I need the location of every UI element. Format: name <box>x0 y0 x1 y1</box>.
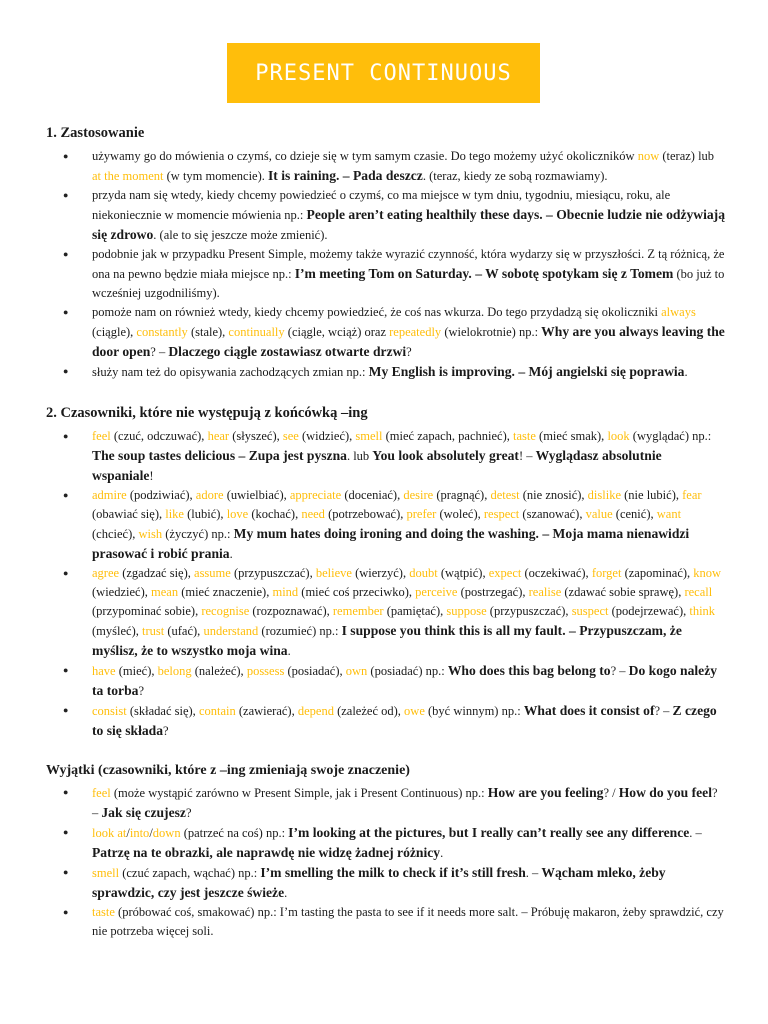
text-segment: . <box>284 886 288 900</box>
example-text: I suppose you think this is all my fault. – Przypuszczam, że myślisz, że to wszystko moja wina <box>92 623 682 658</box>
text-segment: . <box>287 644 291 658</box>
text-segment: (postrzegać), <box>457 585 529 599</box>
text-segment: (posiadać) np.: <box>367 664 448 678</box>
verb-term: have <box>92 664 116 678</box>
example-text: What does it consist of <box>523 703 655 718</box>
text-segment: (bo już to wcześniej uzgodniliśmy). <box>92 267 725 300</box>
verb-term: admire <box>92 488 127 502</box>
list-item <box>46 427 726 486</box>
example-text: Wącham mleko, żeby sprawdzic, czy jest jeszcze świeże <box>92 865 666 900</box>
verb-term: assume <box>194 566 231 580</box>
list-item <box>46 783 726 823</box>
example-text: I’m looking at the pictures, but I really can’t really see any difference <box>288 825 690 840</box>
text-segment: służy nam też do opisywania zachodzących zmian np.: <box>92 365 369 379</box>
text-segment: (przypuszczać), <box>486 604 572 618</box>
verb-term: taste <box>92 905 115 919</box>
text-segment: (patrzeć na coś) np.: <box>180 826 289 840</box>
text-segment: (obawiać się), <box>92 507 166 521</box>
verb-term: at the moment <box>92 169 164 183</box>
verb-term: doubt <box>409 566 438 580</box>
verb-term: understand <box>203 624 259 638</box>
text-segment: (w tym momencie). <box>163 169 269 183</box>
text-segment: (mieć zapach, pachnieć), <box>382 429 513 443</box>
verb-term: hear <box>207 429 230 443</box>
text-segment: (posiadać), <box>284 664 346 678</box>
list-item <box>46 823 726 863</box>
verb-term: love <box>226 507 249 521</box>
text-segment: (nie znosić), <box>519 488 588 502</box>
text-segment: (wyglądać) np.: <box>629 429 712 443</box>
example-text: Dlaczego ciągle zostawiasz otwarte drzwi <box>168 344 407 359</box>
text-segment: . <box>229 547 233 561</box>
verb-term: owe <box>404 704 425 718</box>
verb-term: mind <box>272 585 299 599</box>
example-text: People aren’t eating healthily these days. – Obecnie ludzie nie odżywiają się zdrowo <box>92 207 726 242</box>
text-segment: ! – <box>518 449 536 463</box>
text-segment: ? <box>138 684 144 698</box>
text-segment: (zapominać), <box>621 566 694 580</box>
section-heading: 1. Zastosowanie <box>46 125 145 141</box>
list-item <box>46 147 726 186</box>
text-segment: ? <box>185 806 192 820</box>
verb-term: wish <box>138 527 163 541</box>
text-segment: ? – <box>654 704 673 718</box>
verb-term: recognise <box>201 604 250 618</box>
text-segment: (ufać), <box>164 624 204 638</box>
verb-term: want <box>656 507 682 521</box>
text-segment: (myśleć), <box>92 624 142 638</box>
text-segment: (wierzyć), <box>351 566 410 580</box>
verb-term: suppose <box>446 604 487 618</box>
example-text: I’m smelling the milk to check if it’s still fresh <box>260 865 526 880</box>
example-text: Jak się czujesz <box>101 805 186 820</box>
verb-term: continually <box>228 325 285 339</box>
text-segment: (składać się), <box>126 704 199 718</box>
text-segment: ? <box>406 345 412 359</box>
verb-term: depend <box>297 704 334 718</box>
bullet-list <box>46 147 726 382</box>
verb-term: suspect <box>571 604 609 618</box>
bullet-list <box>46 427 726 741</box>
text-segment: podobnie jak w przypadku Present Simple, możemy także wyrazić czynność, która wydarzy się w przyszłości. Z tą różnicą, że ona na pewno będzie miała miejsce np.: <box>92 247 725 281</box>
text-segment: (wątpić), <box>437 566 489 580</box>
title-banner <box>227 43 540 103</box>
text-segment: (mieć), <box>115 664 158 678</box>
text-segment: (doceniać), <box>341 488 404 502</box>
example-text: The soup tastes delicious – Zupa jest pyszna <box>92 448 347 463</box>
text-segment: (należeć), <box>191 664 247 678</box>
text-segment: (czuć, odczuwać), <box>110 429 208 443</box>
verb-term: consist <box>92 704 127 718</box>
verb-term: belong <box>157 664 192 678</box>
text-segment: (kochać), <box>248 507 302 521</box>
text-segment: (przypuszczać), <box>230 566 316 580</box>
verb-term: respect <box>483 507 520 521</box>
verb-term: feel <box>92 429 111 443</box>
list-item <box>46 186 726 245</box>
verb-term: look <box>607 429 630 443</box>
text-segment: ? – <box>92 786 718 820</box>
verb-term: feel <box>92 786 111 800</box>
verb-term: taste <box>513 429 536 443</box>
text-segment: (podziwiać), <box>126 488 196 502</box>
verb-term: believe <box>315 566 352 580</box>
text-segment: . – <box>525 866 542 880</box>
list-item <box>46 701 726 741</box>
verb-term: value <box>585 507 613 521</box>
verb-term: always <box>661 305 696 319</box>
verb-term: smell <box>355 429 383 443</box>
section-heading: 2. Czasowniki, które nie występują z końcówką –ing <box>46 405 368 421</box>
document-body <box>46 124 726 941</box>
verb-term: like <box>165 507 184 521</box>
text-segment: . – <box>689 826 702 840</box>
verb-term: smell <box>92 866 120 880</box>
text-segment: (woleć), <box>436 507 484 521</box>
text-segment: (mieć coś przeciwko), <box>298 585 416 599</box>
verb-term: possess <box>246 664 285 678</box>
text-segment: (być winnym) np.: <box>424 704 524 718</box>
verb-term: adore <box>195 488 224 502</box>
verb-term: constantly <box>136 325 188 339</box>
verb-term: agree <box>92 566 120 580</box>
text-segment: (może wystąpić zarówno w Present Simple, jak i Present Continuous) np.: <box>110 786 488 800</box>
text-segment: . <box>440 846 444 860</box>
verb-term: perceive <box>415 585 458 599</box>
text-segment: / <box>126 826 130 840</box>
text-segment: (oczekiwać), <box>521 566 592 580</box>
example-text: Why are you always leaving the door open <box>92 324 725 359</box>
section-heading: Wyjątki (czasowniki, które z –ing zmieniają swoje znaczenie) <box>46 763 410 778</box>
verb-term: prefer <box>406 507 437 521</box>
text-segment: (stale), <box>187 325 229 339</box>
text-segment: (szanować), <box>519 507 586 521</box>
text-segment: ? – <box>610 664 629 678</box>
text-segment: (zawierać), <box>235 704 298 718</box>
example-text: Z czego to się składa <box>92 703 717 738</box>
text-segment: (lubić), <box>183 507 227 521</box>
verb-term: know <box>693 566 722 580</box>
text-segment: / <box>149 826 153 840</box>
example-text: Patrzę na te obrazki, ale naprawdę nie widzę żadnej różnicy <box>92 845 441 860</box>
text-segment: (rozumieć) np.: <box>258 624 342 638</box>
verb-term: mean <box>151 585 179 599</box>
text-segment: (rozpoznawać), <box>249 604 333 618</box>
text-segment: (zdawać sobie sprawę), <box>561 585 685 599</box>
text-segment: (słyszeć), <box>229 429 283 443</box>
verb-term: down <box>152 826 181 840</box>
text-segment: przyda nam się wtedy, kiedy chcemy powiedzieć o czymś, co ma miejsce w tym dniu, tygodniu, miesiącu, roku, ale niekoniecznie w momencie mówienia np.: <box>92 188 671 222</box>
text-segment: (czuć zapach, wąchać) np.: <box>119 866 261 880</box>
verb-term: expect <box>488 566 522 580</box>
text-segment: (pragnąć), <box>433 488 491 502</box>
verb-term: remember <box>332 604 384 618</box>
text-segment: . <box>684 365 688 379</box>
text-segment: (wielokrotnie) np.: <box>441 325 542 339</box>
verb-term: realise <box>528 585 562 599</box>
text-segment: (ciągle), <box>92 325 137 339</box>
list-item <box>46 863 726 903</box>
page-title: PRESENT CONTINUOUS <box>255 60 512 86</box>
text-segment: . (teraz, kiedy ze sobą rozmawiamy). <box>422 169 608 183</box>
text-segment: (nie lubić), <box>621 488 683 502</box>
text-segment: (zależeć od), <box>333 704 405 718</box>
example-text: Do kogo należy ta torba <box>92 663 718 698</box>
text-segment: (widzieć), <box>298 429 356 443</box>
list-item <box>46 303 726 362</box>
example-text: It is raining. – Pada deszcz <box>268 168 423 183</box>
verb-term: contain <box>198 704 236 718</box>
example-text: You look absolutely great <box>372 448 519 463</box>
verb-term: recall <box>684 585 713 599</box>
text-segment: (przypominać sobie), <box>92 604 202 618</box>
text-segment: (wiedzieć), <box>92 585 151 599</box>
text-segment: (zgadzać się), <box>119 566 195 580</box>
text-segment: (podejrzewać), <box>608 604 690 618</box>
verb-term: trust <box>141 624 165 638</box>
verb-term: fear <box>682 488 702 502</box>
verb-term: dislike <box>587 488 622 502</box>
list-item <box>46 245 726 303</box>
text-segment: ! <box>149 469 154 483</box>
example-text: Wyglądasz absolutnie wspaniale <box>92 448 662 483</box>
list-item <box>46 486 726 564</box>
verb-term: need <box>301 507 325 521</box>
text-segment: (teraz) lub <box>659 149 715 163</box>
bullet-list <box>46 783 726 941</box>
list-item <box>46 661 726 701</box>
verb-term: desire <box>403 488 434 502</box>
example-text: Who does this bag belong to <box>447 663 611 678</box>
text-segment: . lub <box>346 449 373 463</box>
text-segment: . (ale to się jeszcze może zmienić). <box>153 228 328 242</box>
text-segment: pomoże nam on również wtedy, kiedy chcemy powiedzieć, że coś nas wkurza. Do tego przydadzą się okoliczniki <box>92 305 662 319</box>
verb-term: detest <box>490 488 520 502</box>
list-item <box>46 362 726 382</box>
verb-term: look at <box>92 826 127 840</box>
example-text: How do you feel <box>618 785 712 800</box>
text-segment: (próbować coś, smakować) np.: I’m tasting the pasta to see if it needs more salt. – Próbuję makaron, żeby sprawdzić, czy nie potrzeba więcej soli. <box>92 905 724 938</box>
verb-term: forget <box>591 566 622 580</box>
text-segment: używamy go do mówienia o czymś, co dzieje się w tym samym czasie. Do tego możemy użyć okoliczników <box>92 149 638 163</box>
text-segment: (uwielbiać), <box>223 488 290 502</box>
verb-term: see <box>282 429 299 443</box>
list-item <box>46 903 726 941</box>
example-text: My English is improving. – Mój angielski się poprawia <box>368 364 685 379</box>
text-segment: (potrzebować), <box>324 507 407 521</box>
text-segment: (pamiętać), <box>383 604 447 618</box>
text-segment: (mieć znaczenie), <box>178 585 273 599</box>
text-segment: (mieć smak), <box>535 429 608 443</box>
verb-term: think <box>689 604 716 618</box>
list-item <box>46 564 726 661</box>
text-segment: ? / <box>603 786 619 800</box>
text-segment: (chcieć), <box>92 527 139 541</box>
text-segment: (cenić), <box>612 507 657 521</box>
verb-term: appreciate <box>289 488 342 502</box>
verb-term: own <box>345 664 368 678</box>
verb-term: into <box>129 826 150 840</box>
example-text: I’m meeting Tom on Saturday. – W sobotę spotykam się z Tomem <box>294 266 674 281</box>
example-text: How are you feeling <box>487 785 604 800</box>
verb-term: now <box>637 149 660 163</box>
verb-term: repeatedly <box>389 325 442 339</box>
text-segment: (ciągle, wciąż) oraz <box>284 325 390 339</box>
text-segment: ? <box>163 724 169 738</box>
example-text: My mum hates doing ironing and doing the washing. – Moja mama nienawidzi prasować i robić prania <box>92 526 690 561</box>
text-segment: ? – <box>150 345 169 359</box>
text-segment: (życzyć) np.: <box>162 527 234 541</box>
